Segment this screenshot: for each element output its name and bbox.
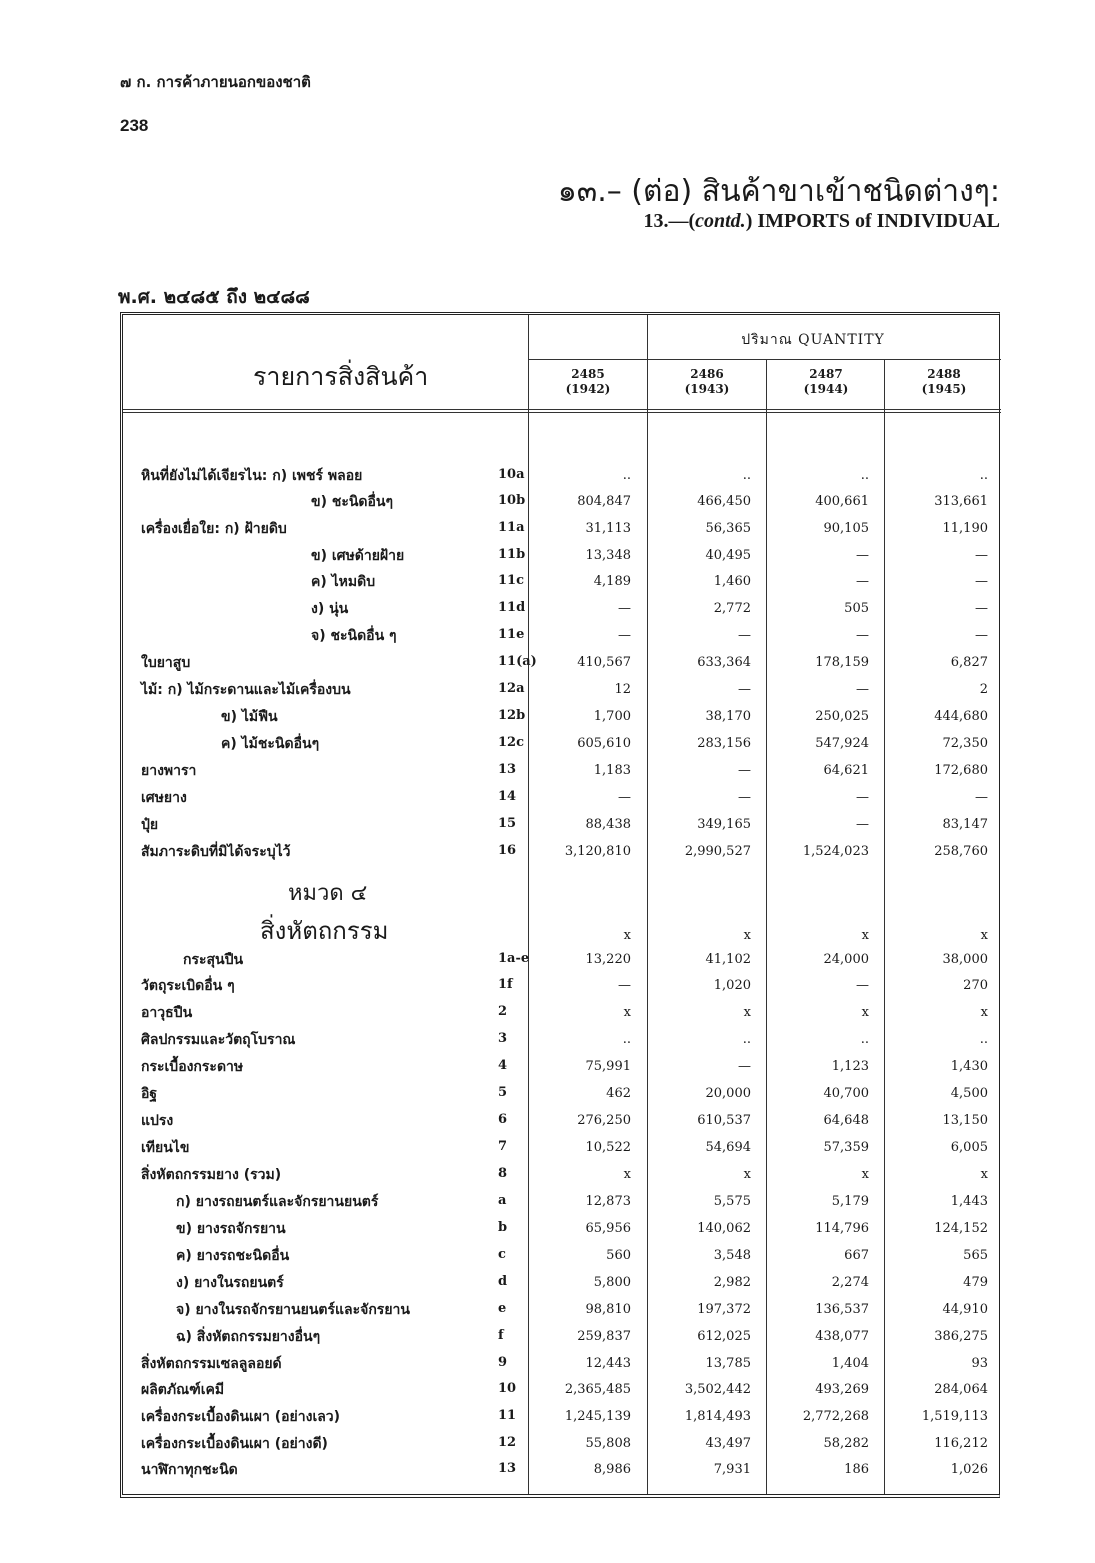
value-cell-2488: 124,152: [934, 1221, 988, 1236]
value-cell-2486: 38,170: [705, 709, 751, 724]
value-cell-2488: —: [975, 548, 988, 563]
row-code: 15: [498, 816, 517, 831]
row-label: ค) ยางรถชะนิดอื่น: [176, 1248, 290, 1264]
value-cell-2486: 56,365: [705, 521, 751, 536]
category-title: สิ่งหัตถกรรม: [260, 917, 389, 945]
value-cell-2487: 24,000: [823, 952, 869, 967]
row-code: 12c: [498, 735, 525, 750]
value-cell-2486: 283,156: [697, 736, 751, 751]
value-cell-2487: 1,123: [831, 1059, 869, 1074]
value-cell-2485: 462: [606, 1086, 631, 1101]
row-label: ข) ยางรถจักรยาน: [176, 1221, 286, 1237]
value-cell-2486: ..: [742, 468, 751, 483]
value-cell-2485: ..: [622, 1032, 631, 1047]
table-row: [123, 1135, 1003, 1161]
table-row: [123, 758, 1003, 784]
row-code: 2: [498, 1004, 508, 1019]
value-cell-2487: 250,025: [815, 709, 869, 724]
value-cell-2485: 4,189: [593, 574, 631, 589]
row-label: ข) ชะนิดอื่นๆ: [311, 494, 394, 510]
value-cell-2487: 58,282: [823, 1436, 869, 1451]
value-cell-2486: 633,364: [697, 655, 751, 670]
value-cell-2485: x: [623, 928, 631, 943]
value-cell-2486: 466,450: [697, 494, 751, 509]
value-cell-2487: 64,648: [823, 1113, 869, 1128]
value-cell-2486: 41,102: [705, 952, 751, 967]
row-label: อาวุธปืน: [141, 1005, 193, 1021]
row-code: 10: [498, 1381, 517, 1396]
value-cell-2487: 438,077: [815, 1329, 869, 1344]
value-cell-2488: 172,680: [934, 763, 988, 778]
table-row: [123, 947, 1003, 973]
value-cell-2486: 1,814,493: [684, 1409, 751, 1424]
value-cell-2488: 1,430: [950, 1059, 988, 1074]
table-row: [123, 1027, 1003, 1053]
value-cell-2485: 2,365,485: [564, 1382, 631, 1397]
table-row: [123, 623, 1003, 649]
value-cell-2486: 40,495: [705, 548, 751, 563]
period-label: พ.ศ. ๒๔๘๕ ถึง ๒๔๘๘: [118, 286, 310, 308]
value-cell-2487: ..: [860, 1032, 869, 1047]
value-cell-2488: 38,000: [942, 952, 988, 967]
value-cell-2488: —: [975, 790, 988, 805]
value-cell-2485: 1,183: [593, 763, 631, 778]
row-code: 1f: [498, 977, 513, 992]
table-row: [123, 1324, 1003, 1350]
value-cell-2486: x: [743, 1167, 751, 1182]
value-cell-2487: 186: [844, 1462, 869, 1477]
value-cell-2488: 258,760: [934, 844, 988, 859]
value-cell-2486: —: [738, 628, 751, 643]
row-code: 10a: [498, 467, 525, 482]
value-cell-2486: 2,772: [713, 601, 751, 616]
table-row: [123, 543, 1003, 569]
table-row: [123, 1081, 1003, 1107]
row-code: 10b: [498, 493, 526, 508]
value-cell-2486: —: [738, 1059, 751, 1074]
row-code: 1a-e: [498, 951, 530, 966]
row-label: ง) นุ่น: [311, 601, 349, 617]
row-label: จ) ชะนิดอื่น ๆ: [311, 628, 397, 644]
table-row: [123, 1162, 1003, 1188]
value-cell-2488: x: [980, 928, 988, 943]
running-header: ๗ ก. การค้าภายนอกของชาติ: [120, 73, 311, 91]
value-cell-2485: 276,250: [577, 1113, 631, 1128]
value-cell-2486: —: [738, 682, 751, 697]
row-code: 11c: [498, 573, 525, 588]
value-cell-2488: 1,443: [950, 1194, 988, 1209]
value-cell-2485: 55,808: [585, 1436, 631, 1451]
page-number: 238: [120, 116, 149, 135]
row-code: 11: [498, 1408, 517, 1423]
row-code: 8: [498, 1166, 508, 1181]
value-cell-2487: —: [856, 978, 869, 993]
table-row: [123, 785, 1003, 811]
row-code: 5: [498, 1085, 508, 1100]
value-cell-2485: 1,700: [593, 709, 631, 724]
value-cell-2488: x: [980, 1167, 988, 1182]
row-label: เทียนไข: [141, 1140, 190, 1156]
table-row: [123, 463, 1003, 489]
value-cell-2487: 1,524,023: [802, 844, 869, 859]
value-cell-2486: 2,990,527: [684, 844, 751, 859]
value-cell-2487: 2,772,268: [802, 1409, 869, 1424]
value-cell-2486: 349,165: [697, 817, 751, 832]
value-cell-2488: 313,661: [934, 494, 988, 509]
value-cell-2487: 90,105: [823, 521, 869, 536]
value-cell-2486: 1,020: [713, 978, 751, 993]
table-row: [123, 1054, 1003, 1080]
value-cell-2485: 10,522: [585, 1140, 631, 1155]
value-cell-2486: 20,000: [705, 1086, 751, 1101]
value-cell-2487: 493,269: [815, 1382, 869, 1397]
value-cell-2488: —: [975, 574, 988, 589]
value-cell-2488: x: [980, 1005, 988, 1020]
value-cell-2486: 13,785: [705, 1356, 751, 1371]
row-label: ไม้: ก) ไม้กระดานและไม้เครื่องบน: [141, 682, 351, 698]
row-label: ค) ไหมดิบ: [311, 574, 376, 590]
value-cell-2487: ..: [860, 468, 869, 483]
value-cell-2488: 13,150: [942, 1113, 988, 1128]
value-cell-2487: 114,796: [815, 1221, 869, 1236]
title-en-prefix: 13.—(: [643, 210, 696, 232]
value-cell-2486: x: [743, 1005, 751, 1020]
value-cell-2486: —: [738, 763, 751, 778]
row-label: ค) ไม้ชะนิดอื่นๆ: [221, 736, 320, 752]
value-cell-2487: —: [856, 790, 869, 805]
value-cell-2486: 5,575: [713, 1194, 751, 1209]
value-cell-2486: x: [743, 928, 751, 943]
value-cell-2488: 93: [971, 1356, 988, 1371]
value-cell-2485: 13,220: [585, 952, 631, 967]
value-cell-2485: 5,800: [593, 1275, 631, 1290]
value-cell-2488: 1,519,113: [921, 1409, 988, 1424]
row-code: 12a: [498, 681, 525, 696]
row-label: เครื่องกระเบื้องดินเผา (อย่างดี): [141, 1436, 328, 1452]
value-cell-2488: ..: [979, 1032, 988, 1047]
year-header-2485: 2485 (1942): [565, 367, 611, 396]
table-row: [123, 973, 1003, 999]
year-header-2486: 2486 (1943): [684, 367, 730, 396]
table-row: [123, 812, 1003, 838]
row-code: 16: [498, 843, 517, 858]
table-row: [123, 1000, 1003, 1026]
title-en-italic: contd.: [695, 210, 746, 232]
imports-table: [120, 312, 1000, 1498]
value-cell-2488: 479: [963, 1275, 988, 1290]
value-cell-2487: —: [856, 548, 869, 563]
row-code: 11e: [498, 627, 525, 642]
value-cell-2487: 400,661: [815, 494, 869, 509]
category-number: หมวด ๔: [288, 881, 368, 906]
value-cell-2486: 3,548: [713, 1248, 751, 1263]
value-cell-2486: 2,982: [713, 1275, 751, 1290]
value-cell-2485: 98,810: [585, 1302, 631, 1317]
value-cell-2487: 1,404: [831, 1356, 869, 1371]
value-cell-2487: —: [856, 574, 869, 589]
table-row: [123, 1243, 1003, 1269]
value-cell-2487: x: [861, 1005, 869, 1020]
row-label: ยางพารา: [141, 763, 197, 779]
value-cell-2488: 83,147: [942, 817, 988, 832]
table-row: [123, 1457, 1003, 1483]
value-cell-2487: 547,924: [815, 736, 869, 751]
value-cell-2485: 410,567: [577, 655, 631, 670]
value-cell-2485: 804,847: [577, 494, 631, 509]
table-row: [123, 839, 1003, 865]
value-cell-2486: 140,062: [697, 1221, 751, 1236]
row-label: ปุ๋ย: [141, 817, 159, 833]
value-cell-2486: 612,025: [697, 1329, 751, 1344]
row-label: ศิลปกรรมและวัตถุโบราณ: [141, 1032, 296, 1048]
table-row: [123, 1108, 1003, 1134]
table-row: [123, 516, 1003, 542]
value-cell-2485: —: [618, 601, 631, 616]
value-cell-2485: x: [623, 1167, 631, 1182]
value-cell-2488: 44,910: [942, 1302, 988, 1317]
value-cell-2487: 667: [844, 1248, 869, 1263]
value-cell-2488: ..: [979, 468, 988, 483]
title-en-suffix: ) IMPORTS of INDIVIDUAL: [745, 210, 1000, 232]
row-code: 9: [498, 1355, 508, 1370]
value-cell-2486: 54,694: [705, 1140, 751, 1155]
row-label: สิ่งหัตถกรรมยาง (รวม): [141, 1167, 282, 1183]
row-code: 11d: [498, 600, 526, 615]
item-column-header: รายการสิ่งสินค้า: [253, 362, 429, 391]
value-cell-2486: 43,497: [705, 1436, 751, 1451]
value-cell-2488: 2: [979, 682, 988, 697]
row-code: c: [498, 1247, 506, 1262]
value-cell-2488: 565: [963, 1248, 988, 1263]
row-label: เศษยาง: [141, 790, 187, 806]
quantity-column-header: ปริมาณ QUANTITY: [741, 332, 885, 348]
value-cell-2488: 116,212: [934, 1436, 988, 1451]
row-code: 12: [498, 1435, 517, 1450]
table-row: [123, 677, 1003, 703]
row-label: ข) เศษด้ายฝ้าย: [311, 548, 405, 564]
row-code: 4: [498, 1058, 508, 1073]
value-cell-2488: —: [975, 628, 988, 643]
table-row: [123, 1431, 1003, 1457]
table-row: [123, 704, 1003, 730]
table-row: [123, 1377, 1003, 1403]
value-cell-2487: 64,621: [823, 763, 869, 778]
value-cell-2487: 178,159: [815, 655, 869, 670]
value-cell-2486: ..: [742, 1032, 751, 1047]
value-cell-2485: —: [618, 628, 631, 643]
value-cell-2487: x: [861, 1167, 869, 1182]
value-cell-2485: 12,873: [585, 1194, 631, 1209]
value-cell-2485: 3,120,810: [564, 844, 631, 859]
table-title-english: [643, 210, 1000, 233]
table-row: [123, 1404, 1003, 1430]
value-cell-2485: 31,113: [585, 521, 631, 536]
value-cell-2488: 11,190: [942, 521, 988, 536]
row-label: หินที่ยังไม่ได้เจียรไน: ก) เพชร์ พลอย: [141, 468, 363, 484]
row-label: ใบยาสูบ: [141, 655, 191, 671]
row-code: f: [498, 1328, 504, 1343]
row-code: 12b: [498, 708, 526, 723]
value-cell-2487: 40,700: [823, 1086, 869, 1101]
value-cell-2485: 12: [614, 682, 631, 697]
value-cell-2488: 4,500: [950, 1086, 988, 1101]
table-row: [123, 1270, 1003, 1296]
row-code: b: [498, 1220, 508, 1235]
table-row: [123, 650, 1003, 676]
value-cell-2488: 284,064: [934, 1382, 988, 1397]
value-cell-2488: 6,005: [950, 1140, 988, 1155]
value-cell-2485: 259,837: [577, 1329, 631, 1344]
row-code: d: [498, 1274, 508, 1289]
row-label: ฉ) สิ่งหัตถกรรมยางอื่นๆ: [176, 1329, 321, 1345]
row-code: e: [498, 1301, 507, 1316]
value-cell-2485: 75,991: [585, 1059, 631, 1074]
row-code: 11a: [498, 520, 525, 535]
row-label: ก) ยางรถยนตร์และจักรยานยนตร์: [176, 1194, 379, 1210]
row-label: นาฬิกาทุกชะนิด: [141, 1462, 238, 1478]
table-row: [123, 1216, 1003, 1242]
value-cell-2487: 2,274: [831, 1275, 869, 1290]
table-row: [123, 731, 1003, 757]
value-cell-2485: 65,956: [585, 1221, 631, 1236]
value-cell-2485: —: [618, 978, 631, 993]
value-cell-2488: 270: [963, 978, 988, 993]
value-cell-2486: 3,502,442: [684, 1382, 751, 1397]
row-label: อิฐ: [141, 1086, 158, 1102]
row-code: 7: [498, 1139, 508, 1154]
value-cell-2486: 7,931: [713, 1462, 751, 1477]
value-cell-2485: 605,610: [577, 736, 631, 751]
value-cell-2488: —: [975, 601, 988, 616]
value-cell-2487: —: [856, 628, 869, 643]
value-cell-2486: 197,372: [697, 1302, 751, 1317]
value-cell-2488: 72,350: [942, 736, 988, 751]
row-code: 13: [498, 1461, 517, 1476]
row-code: 3: [498, 1031, 508, 1046]
row-label: ผลิตภัณฑ์เคมี: [141, 1382, 225, 1398]
value-cell-2485: —: [618, 790, 631, 805]
value-cell-2485: 88,438: [585, 817, 631, 832]
row-label: สิ่งหัตถกรรมเซลลูลอยด์: [141, 1356, 282, 1372]
row-code: 11(a): [498, 654, 537, 669]
table-row: [123, 1351, 1003, 1377]
row-label: แปรง: [141, 1113, 174, 1129]
table-row: [123, 1297, 1003, 1323]
row-label: เครื่องเยื่อใย: ก) ฝ้ายดิบ: [141, 521, 287, 537]
value-cell-2485: 560: [606, 1248, 631, 1263]
value-cell-2488: 1,026: [950, 1462, 988, 1477]
table-title-thai: ๑๓.– (ต่อ) สินค้าขาเข้าชนิดต่างๆ:: [557, 174, 1000, 209]
value-cell-2488: 444,680: [934, 709, 988, 724]
row-label: สัมภาระดิบที่มิได้จระบุไว้: [141, 844, 291, 860]
value-cell-2486: —: [738, 790, 751, 805]
row-label: ข) ไม้ฟืน: [221, 709, 278, 725]
table-row: [123, 596, 1003, 622]
value-cell-2485: ..: [622, 468, 631, 483]
value-cell-2487: 5,179: [831, 1194, 869, 1209]
table-row: [123, 569, 1003, 595]
value-cell-2488: 6,827: [950, 655, 988, 670]
value-cell-2487: —: [856, 682, 869, 697]
value-cell-2485: 12,443: [585, 1356, 631, 1371]
row-label: จ) ยางในรถจักรยานยนตร์และจักรยาน: [176, 1302, 410, 1318]
row-code: 6: [498, 1112, 508, 1127]
row-code: 13: [498, 762, 517, 777]
value-cell-2487: 57,359: [823, 1140, 869, 1155]
value-cell-2486: 610,537: [697, 1113, 751, 1128]
row-code: 14: [498, 789, 517, 804]
year-header-2487: 2487 (1944): [803, 367, 849, 396]
row-label: กระเบื้องกระดาษ: [141, 1059, 244, 1075]
value-cell-2487: 136,537: [815, 1302, 869, 1317]
year-header-2488: 2488 (1945): [921, 367, 967, 396]
row-code: a: [498, 1193, 507, 1208]
table-row: [123, 489, 1003, 515]
value-cell-2485: x: [623, 1005, 631, 1020]
row-label: วัตถุระเบิดอื่น ๆ: [141, 978, 235, 994]
table-row: [123, 1189, 1003, 1215]
value-cell-2487: 505: [844, 601, 869, 616]
value-cell-2486: 1,460: [713, 574, 751, 589]
value-cell-2487: —: [856, 817, 869, 832]
row-label: เครื่องกระเบื้องดินเผา (อย่างเลว): [141, 1409, 341, 1425]
value-cell-2488: 386,275: [934, 1329, 988, 1344]
value-cell-2485: 1,245,139: [564, 1409, 631, 1424]
row-code: 11b: [498, 547, 526, 562]
value-cell-2487: x: [861, 928, 869, 943]
table-row: [123, 923, 1003, 949]
row-label: กระสุนปืน: [183, 952, 244, 968]
value-cell-2485: 13,348: [585, 548, 631, 563]
row-label: ง) ยางในรถยนตร์: [176, 1275, 284, 1291]
value-cell-2485: 8,986: [593, 1462, 631, 1477]
